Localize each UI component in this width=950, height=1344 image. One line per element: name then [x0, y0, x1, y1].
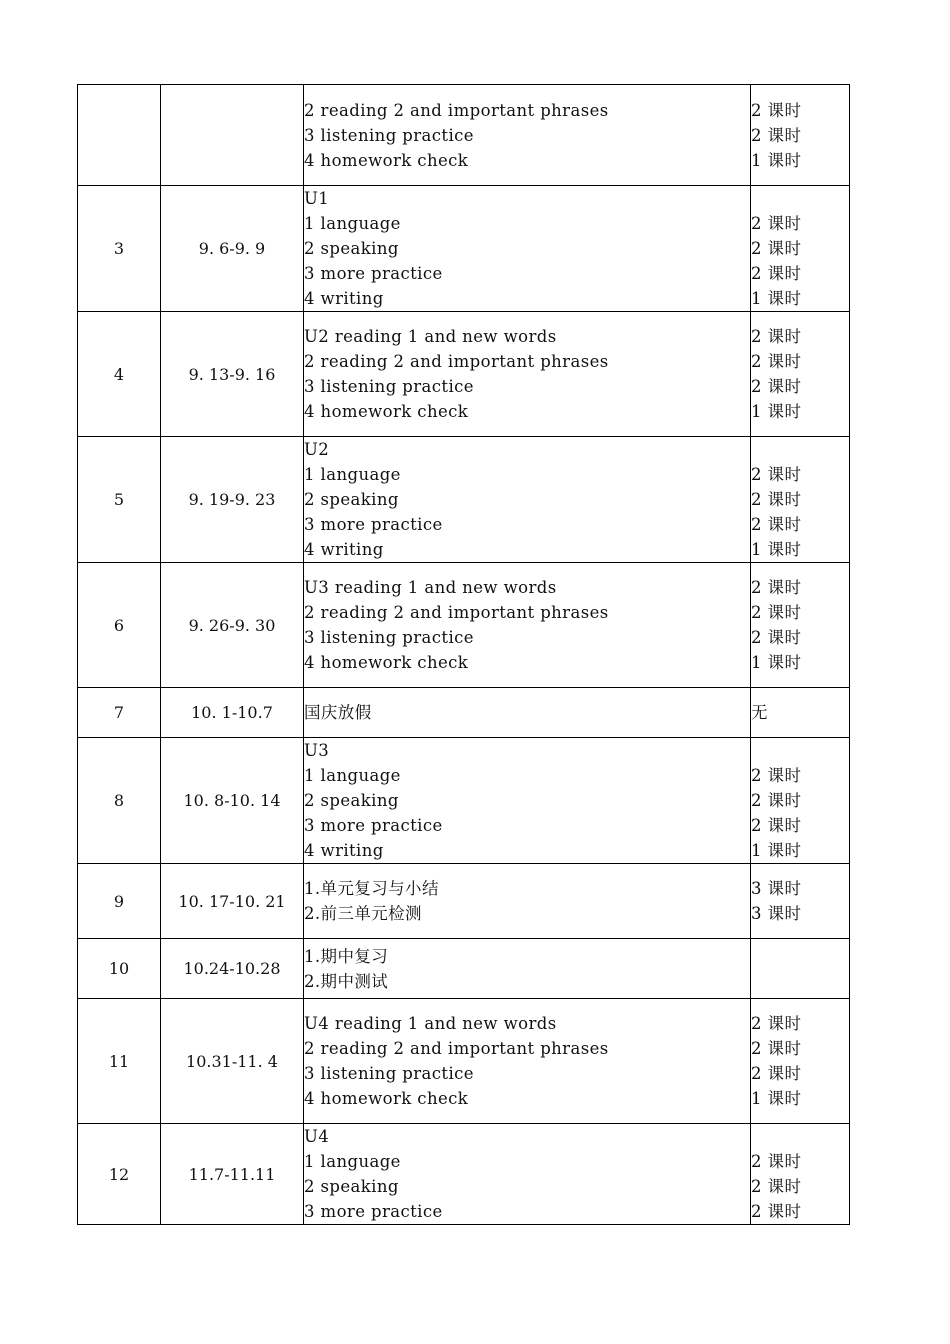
class-hours-item: 2 课时 [751, 766, 802, 785]
class-hours-item: 2 课时 [751, 1202, 802, 1221]
class-hours-item: 1 课时 [751, 150, 802, 170]
week-number-cell [78, 85, 161, 186]
lesson-content-cell [304, 1124, 751, 1225]
date-range-cell: 10.31-11. 4 [161, 999, 304, 1124]
class-hours-item: 2 课时 [751, 1152, 802, 1171]
class-hours-item: 1 课时 [751, 402, 802, 421]
lesson-item: 3 more practice [304, 1202, 443, 1221]
lesson-item: 4 writing [304, 540, 384, 559]
schedule-table [77, 84, 850, 1225]
table-row [78, 186, 850, 312]
week-number-cell: 9 [78, 864, 161, 939]
lesson-item: 4 homework check [304, 1089, 469, 1108]
class-hours-item [751, 1124, 849, 1149]
lesson-content-cell [304, 738, 751, 864]
class-hours-cell [751, 688, 850, 738]
lesson-item: 2 speaking [304, 1177, 399, 1196]
class-hours-cell [751, 437, 850, 563]
week-number-cell: 8 [78, 738, 161, 864]
week-number-cell: 6 [78, 563, 161, 688]
class-hours-item: 2 课时 [751, 515, 802, 534]
class-hours-item: 2 课时 [751, 1039, 802, 1058]
class-hours-item: 2 课时 [751, 327, 802, 346]
lesson-content-cell [304, 999, 751, 1124]
lesson-item: 2 reading 2 and important phrases [304, 1039, 609, 1058]
lesson-item: 3 more practice [304, 264, 443, 283]
lesson-item: 2.前三单元检测 [304, 904, 422, 923]
lesson-item: 3 more practice [304, 816, 443, 835]
lesson-item: 3 listening practice [304, 1064, 474, 1083]
week-number-cell: 4 [78, 312, 161, 437]
date-range-cell: 11.7-11.11 [161, 1124, 304, 1225]
lesson-item: 4 homework check [304, 150, 469, 170]
lesson-item: 4 writing [304, 841, 384, 860]
week-number-cell: 5 [78, 437, 161, 563]
date-range-cell: 9. 19-9. 23 [161, 437, 304, 563]
date-range-cell: 10. 1-10.7 [161, 688, 304, 738]
lesson-content-cell [304, 437, 751, 563]
class-hours-item: 2 课时 [751, 377, 802, 396]
table-row [78, 939, 850, 999]
lesson-item: 2 speaking [304, 490, 399, 509]
table-row [78, 563, 850, 688]
class-hours-item: 无 [751, 703, 768, 722]
lesson-item: 3 listening practice [304, 125, 474, 145]
table-row [78, 312, 850, 437]
lesson-item: U2 [304, 440, 330, 459]
lesson-item: 2.期中测试 [304, 971, 389, 991]
lesson-item: 1 language [304, 214, 401, 233]
week-number-cell: 11 [78, 999, 161, 1124]
lesson-item: 2 reading 2 and important phrases [304, 603, 609, 622]
class-hours-item: 3 课时 [751, 904, 802, 923]
lesson-content-cell [304, 563, 751, 688]
class-hours-cell [751, 999, 850, 1124]
lesson-item: 1 language [304, 766, 401, 785]
table-row [78, 999, 850, 1124]
table-row [78, 85, 850, 186]
class-hours-item: 2 课时 [751, 603, 802, 622]
lesson-content-cell [304, 688, 751, 738]
lesson-content-cell [304, 186, 751, 312]
week-number-cell: 7 [78, 688, 161, 738]
table-row [78, 1124, 850, 1225]
class-hours-item: 2 课时 [751, 628, 802, 647]
date-range-cell: 9. 13-9. 16 [161, 312, 304, 437]
class-hours-item: 2 课时 [751, 1014, 802, 1033]
class-hours-cell [751, 312, 850, 437]
lesson-item: 国庆放假 [304, 703, 372, 722]
lesson-item: U4 [304, 1127, 330, 1146]
class-hours-item: 2 课时 [751, 490, 802, 509]
class-hours-item: 1 课时 [751, 1089, 802, 1108]
class-hours-item: 1 课时 [751, 653, 802, 672]
table-row [78, 864, 850, 939]
table-row [78, 738, 850, 864]
class-hours-item: 2 课时 [751, 239, 802, 258]
lesson-item: 3 more practice [304, 515, 443, 534]
lesson-item: 1.期中复习 [304, 946, 389, 966]
class-hours-cell [751, 85, 850, 186]
lesson-item: U4 reading 1 and new words [304, 1014, 557, 1033]
class-hours-cell [751, 864, 850, 939]
lesson-item: 2 speaking [304, 791, 399, 810]
class-hours-item: 2 课时 [751, 1064, 802, 1083]
class-hours-item [751, 186, 849, 211]
lesson-item: 1.单元复习与小结 [304, 879, 439, 898]
lesson-item: 2 reading 2 and important phrases [304, 100, 609, 120]
class-hours-item: 2 课时 [751, 1177, 802, 1196]
date-range-cell: 9. 26-9. 30 [161, 563, 304, 688]
week-number-cell: 10 [78, 939, 161, 999]
class-hours-item: 2 课时 [751, 578, 802, 597]
lesson-item: 1 language [304, 465, 401, 484]
class-hours-cell [751, 563, 850, 688]
class-hours-item: 3 课时 [751, 879, 802, 898]
lesson-item: 4 homework check [304, 653, 469, 672]
table-row [78, 437, 850, 563]
class-hours-cell [751, 738, 850, 864]
class-hours-item: 1 课时 [751, 841, 802, 860]
class-hours-item: 2 课时 [751, 816, 802, 835]
class-hours-cell [751, 939, 850, 999]
week-number-cell: 12 [78, 1124, 161, 1225]
date-range-cell [161, 85, 304, 186]
lesson-item: 3 listening practice [304, 628, 474, 647]
class-hours-item: 1 课时 [751, 540, 802, 559]
class-hours-item [751, 738, 849, 763]
schedule-body [78, 85, 850, 1225]
class-hours-item: 2 课时 [751, 465, 802, 484]
class-hours-item: 2 课时 [751, 264, 802, 283]
class-hours-item [751, 437, 849, 462]
date-range-cell: 9. 6-9. 9 [161, 186, 304, 312]
class-hours-item: 2 课时 [751, 100, 802, 120]
class-hours-item: 2 课时 [751, 791, 802, 810]
lesson-item: 4 writing [304, 289, 384, 308]
lesson-item: 2 speaking [304, 239, 399, 258]
lesson-content-cell [304, 864, 751, 939]
lesson-item: U3 reading 1 and new words [304, 578, 557, 597]
lesson-item: U2 reading 1 and new words [304, 327, 557, 346]
class-hours-cell [751, 186, 850, 312]
lesson-item: U1 [304, 189, 330, 208]
table-row [78, 688, 850, 738]
lesson-content-cell [304, 85, 751, 186]
date-range-cell: 10.24-10.28 [161, 939, 304, 999]
class-hours-cell [751, 1124, 850, 1225]
lesson-content-cell [304, 939, 751, 999]
class-hours-item: 1 课时 [751, 289, 802, 308]
week-number-cell: 3 [78, 186, 161, 312]
lesson-item: 2 reading 2 and important phrases [304, 352, 609, 371]
date-range-cell: 10. 17-10. 21 [161, 864, 304, 939]
class-hours-item: 2 课时 [751, 125, 802, 145]
lesson-item: 3 listening practice [304, 377, 474, 396]
lesson-item: 4 homework check [304, 402, 469, 421]
lesson-content-cell [304, 312, 751, 437]
class-hours-item: 2 课时 [751, 214, 802, 233]
lesson-item: U3 [304, 741, 330, 760]
lesson-item: 1 language [304, 1152, 401, 1171]
date-range-cell: 10. 8-10. 14 [161, 738, 304, 864]
class-hours-item: 2 课时 [751, 352, 802, 371]
